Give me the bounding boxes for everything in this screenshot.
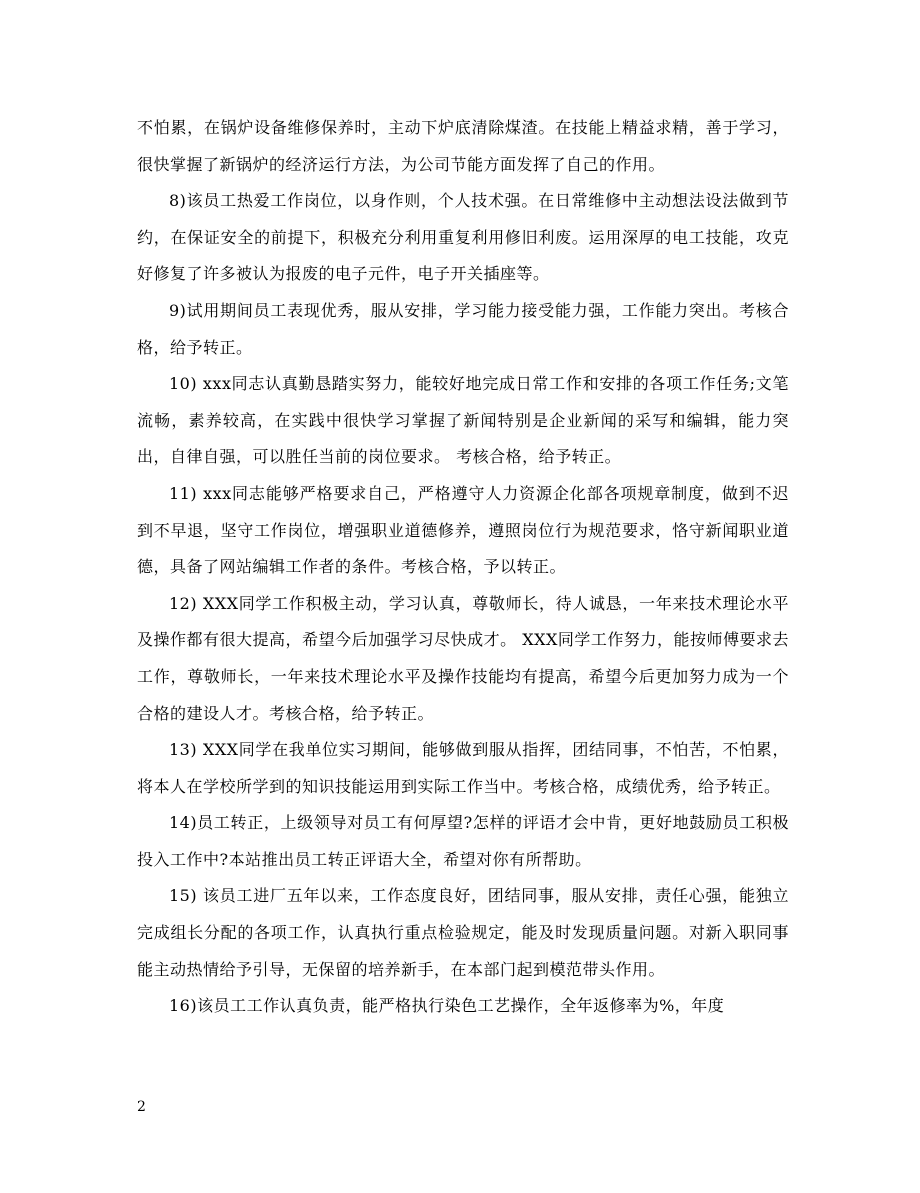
paragraph-item-16: 16)该员工工作认真负责，能严格执行染色工艺操作，全年返修率为%，年度 bbox=[169, 996, 725, 1016]
paragraph-item-11: 11) xxx同志能够严格要求自己，严格遵守人力资源企化部各项规章制度，做到不迟到不早退，坚守工作岗位，增强职业道德修养，遵照岗位行为规范要求，恪守新闻职业道德，具备了网站编辑工作者的条件。考核合格，予以转正。 bbox=[137, 483, 789, 577]
paragraph-item-9: 9)试用期间员工表现优秀，服从安排，学习能力接受能力强，工作能力突出。考核合格，给予转正。 bbox=[137, 300, 789, 357]
paragraph-continuation: 不怕累，在锅炉设备维修保养时，主动下炉底清除煤渣。在技能上精益求精，善于学习，很快掌握了新锅炉的经济运行方法，为公司节能方面发挥了自己的作用。 bbox=[137, 118, 789, 174]
paragraph-item-12: 12) XXX同学工作积极主动，学习认真，尊敬师长，待人诚恳，一年来技术理论水平及操作都有很大提高，希望今后加强学习尽快成才。 XXX同学工作努力，能按师傅要求去工作，尊敬师长，一年来技术理论水平及操作技能均有提高，希望今后更加努力成为一个合格的建设人才。考核合格，给予转正。 bbox=[137, 593, 789, 723]
paragraph-item-10: 10) xxx同志认真勤恳踏实努力，能较好地完成日常工作和安排的各项工作任务;文笔流畅，素养较高，在实践中很快学习掌握了新闻特别是企业新闻的采写和编辑，能力突出，自律自强，可以胜任当前的岗位要求。 考核合格，给予转正。 bbox=[137, 374, 789, 467]
document-body bbox=[137, 110, 789, 1025]
paragraph-item-14: 14)员工转正，上级领导对员工有何厚望?怎样的评语才会中肯，更好地鼓励员工积极投入工作中?本站推出员工转正评语大全，希望对你有所帮助。 bbox=[137, 813, 789, 869]
paragraph-item-13: 13) XXX同学在我单位实习期间，能够做到服从指挥，团结同事，不怕苦，不怕累，将本人在学校所学到的知识技能运用到实际工作当中。考核合格，成绩优秀，给予转正。 bbox=[137, 740, 789, 796]
paragraph-item-15: 15) 该员工进厂五年以来，工作态度良好，团结同事，服从安排，责任心强，能独立完成组长分配的各项工作，认真执行重点检验规定，能及时发现质量问题。对新入职同事能主动热情给予引导，无保留的培养新手，在本部门起到模范带头作用。 bbox=[137, 886, 789, 979]
paragraph-item-8: 8)该员工热爱工作岗位，以身作则，个人技术强。在日常维修中主动想法设法做到节约，在保证安全的前提下，积极充分利用重复利用修旧利废。运用深厚的电工技能，攻克好修复了许多被认为报废的电子元件，电子开关插座等。 bbox=[137, 191, 789, 284]
page-number: 2 bbox=[137, 1099, 146, 1115]
